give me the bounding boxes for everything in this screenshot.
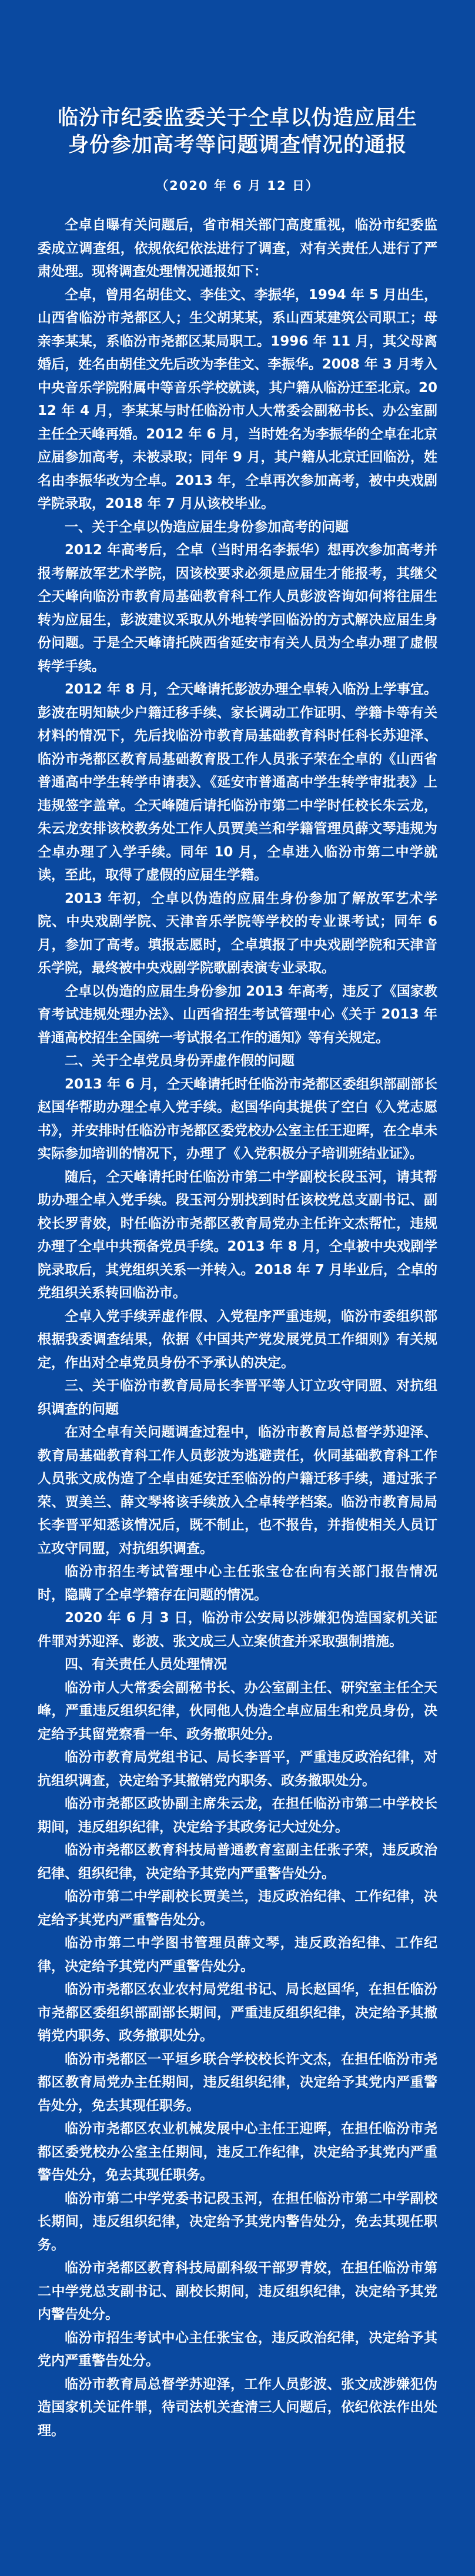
- paragraph: 临汾市招生考试管理中心主任张宝仓在向有关部门报告情况时，隐瞒了仝卓学籍存在问题的情况。: [38, 1564, 437, 1603]
- paragraph: 临汾市第二中学党委书记段玉河，在担任临汾市第二中学副校长期间，违反组织纪律，决定给予其党内警告处分，免去其现任职务。: [38, 2190, 437, 2253]
- paragraph: 临汾市尧都区农业机械发展中心主任王迎晖，在担任临汾市尧都区委党校办公室主任期间，违反工作纪律，决定给予其党内严重警告处分，免去其现任职务。: [38, 2121, 437, 2183]
- paragraph: 2020 年 6 月 3 日，临汾市公安局以涉嫌犯伪造国家机关证件罪对苏迎泽、彭波、张文成三人立案侦查并采取强制措施。: [38, 1610, 437, 1649]
- document-date: （2020 年 6 月 12 日）: [156, 179, 319, 193]
- paragraph: 临汾市教育局总督学苏迎泽，工作人员彭波、张文成涉嫌犯伪造国家机关证件罪，待司法机关查清三人问题后，依纪依法作出处理。: [38, 2376, 437, 2438]
- paragraph: 临汾市尧都区农业农村局党组书记、局长赵国华，在担任临汾市尧都区委组织部副部长期间，严重违反组织纪律，决定给予其撤销党内职务、政务撤职处分。: [38, 1982, 437, 2044]
- paragraph: 临汾市尧都区教育科技局普通教育室副主任张子荣，违反政治纪律、组织纪律，决定给予其党内严重警告处分。: [38, 1843, 437, 1881]
- document-body: [38, 214, 437, 2443]
- section-heading: 二、关于仝卓党员身份弄虚作假的问题: [65, 1053, 295, 1069]
- document-title-line2: 身份参加高考等问题调查情况的通报: [68, 133, 407, 158]
- paragraph: 仝卓自曝有关问题后，省市相关部门高度重视，临汾市纪委监委成立调查组，依规依纪依法进行了调查，对有关责任人进行了严肃处理。现将调查处理情况通报如下：: [38, 217, 437, 280]
- document-title: [38, 105, 437, 159]
- paragraph: 临汾市尧都区政协副主席朱云龙，在担任临汾市第二中学校长期间，违反组织纪律，决定给予其政务记大过处分。: [38, 1796, 437, 1835]
- paragraph: 随后，仝天峰请托时任临汾市第二中学副校长段玉河，请其帮助办理仝卓入党手续。段玉河分别找到时任该校党总支副书记、副校长罗青姣，时任临汾市尧都区教育局党办主任许文杰帮忙，违规办理了仝卓中共预备党员手续。2013 年 8 月，仝卓被中央戏剧学院录取后，其党组织关系一并转入。2018 年 7 月毕业后，仝卓的党组织关系转回临汾市。: [38, 1169, 437, 1301]
- paragraph: 在对仝卓有关问题调查过程中，临汾市教育局总督学苏迎泽、教育局基础教育科工作人员彭波为逃避责任，伙同基础教育科工作人员张文成伪造了仝卓由延安迁至临汾的户籍迁移手续，通过张子荣、贾美兰、薛文琴将该手续放入仝卓转学档案。临汾市教育局局长李晋平知悉该情况后，既不制止，也不报告，并指使相关人员订立攻守同盟，对抗组织调查。: [38, 1425, 437, 1556]
- paragraph: 临汾市第二中学副校长贾美兰，违反政治纪律、工作纪律，决定给予其党内严重警告处分。: [38, 1889, 437, 1928]
- paragraph: 2012 年高考后，仝卓（当时用名李振华）想再次参加高考并报考解放军艺术学院，因该校要求必须是应届生才能报考，其继父仝天峰向临汾市教育局基础教育科工作人员彭波咨询如何将往届生转为应届生，彭波建议采取从外地转学回临汾的方式解决应届生身份问题。于是仝天峰请托陕西省延安市有关人员为仝卓办理了虚假转学手续。: [38, 542, 437, 674]
- section-heading: 三、关于临汾市教育局局长李晋平等人订立攻守同盟、对抗组织调查的问题: [38, 1378, 437, 1417]
- paragraph: 临汾市第二中学图书管理员薛文琴，违反政治纪律、工作纪律，决定给予其党内严重警告处分。: [38, 1935, 437, 1974]
- paragraph: 临汾市教育局党组书记、局长李晋平，严重违反政治纪律，对抗组织调查，决定给予其撤销党内职务、政务撤职处分。: [38, 1750, 437, 1788]
- paragraph: 仝卓入党手续弄虚作假、入党程序严重违规，临汾市委组织部根据我委调查结果，依据《中国共产党发展党员工作细则》有关规定，作出对仝卓党员身份不予承认的决定。: [38, 1308, 437, 1371]
- paragraph: 仝卓，曾用名胡佳文、李佳文、李振华，1994 年 5 月出生，山西省临汾市尧都区人；生父胡某某，系山西某建筑公司职工；母亲李某某，系临汾市尧都区某局职工。1996 年 11 月，其父母离婚后，姓名由胡佳文先后改为李佳文、李振华。2008 年 3 月考入中央音乐学院附属中等音乐学校就读，其户籍从临汾迁至北京。2012 年 4 月，李某某与时任临汾市人大常委会副秘书长、办公室副主任仝天峰再婚。2012 年 6 月，当时姓名为李振华的仝卓在北京应届参加高考，未被录取；同年 9 月，其户籍从北京迁回临汾，姓名由李振华改为仝卓。2013 年，仝卓再次参加高考，被中央戏剧学院录取，2018 年 7 月从该校毕业。: [38, 287, 437, 512]
- document-title-line1: 临汾市纪委监委关于仝卓以伪造应届生: [57, 106, 417, 130]
- paragraph: 2012 年 8 月，仝天峰请托彭波办理仝卓转入临汾上学事宜。彭波在明知缺少户籍迁移手续、家长调动工作证明、学籍卡等有关材料的情况下，先后找临汾市教育局基础教育科时任科长苏迎泽、临汾市尧都区教育局基础教育股工作人员张子荣在仝卓的《山西省普通高中学生转学申请表》、《延安市普通高中学生转学审批表》上违规签字盖章。仝天峰随后请托临汾市第二中学时任校长朱云龙，朱云龙安排该校教务处工作人员贾美兰和学籍管理员薛文琴违规为仝卓办理了入学手续。同年 10 月，仝卓进入临汾市第二中学就读，至此，取得了虚假的应届生学籍。: [38, 682, 437, 883]
- paragraph: 临汾市人大常委会副秘书长、办公室副主任、研究室主任仝天峰，严重违反组织纪律，伙同他人伪造仝卓应届生和党员身份，决定给予其留党察看一年、政务撤职处分。: [38, 1680, 437, 1742]
- paragraph: 2013 年 6 月，仝天峰请托时任临汾市尧都区委组织部副部长赵国华帮助办理仝卓入党手续。赵国华向其提供了空白《入党志愿书》，并安排时任临汾市尧都区委党校办公室主任王迎晖，在仝卓未实际参加培训的情况下，办理了《入党积极分子培训班结业证》。: [38, 1076, 437, 1162]
- paragraph: 临汾市招生考试中心主任张宝仓，违反政治纪律，决定给予其党内严重警告处分。: [38, 2330, 437, 2369]
- section-heading: 一、关于仝卓以伪造应届生身份参加高考的问题: [65, 519, 349, 535]
- paragraph: 仝卓以伪造的应届生身份参加 2013 年高考，违反了《国家教育考试违规处理办法》、山西省招生考试管理中心《关于 2013 年普通高校招生全国统一考试报名工作的通知》等有关规定。: [38, 983, 437, 1046]
- paragraph: 2013 年初，仝卓以伪造的应届生身份参加了解放军艺术学院、中央戏剧学院、天津音乐学院等学校的专业课考试；同年 6 月，参加了高考。填报志愿时，仝卓填报了中央戏剧学院和天津音乐学院，最终被中央戏剧学院歌剧表演专业录取。: [38, 890, 437, 976]
- section-heading: 四、有关责任人员处理情况: [65, 1657, 227, 1673]
- paragraph: 临汾市尧都区一平垣乡联合学校校长许文杰，在担任临汾市尧都区教育局党办主任期间，违反组织纪律，决定给予其党内严重警告处分，免去其现任职务。: [38, 2051, 437, 2113]
- paragraph: 临汾市尧都区教育科技局副科级干部罗青姣，在担任临汾市第二中学党总支副书记、副校长期间，违反组织纪律，决定给予其党内警告处分。: [38, 2260, 437, 2323]
